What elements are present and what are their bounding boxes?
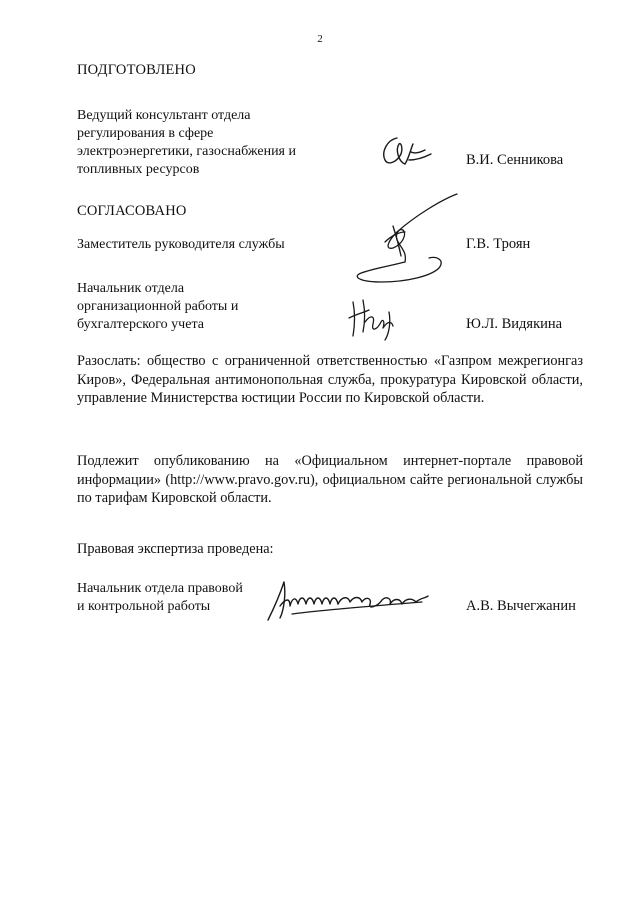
signature-vidyakina [345, 292, 405, 342]
prepared-position [77, 107, 296, 179]
signature-vychegzhanin [262, 576, 432, 626]
position-line: бухгалтерского учета [77, 317, 204, 332]
position-line: топливных ресурсов [77, 162, 200, 177]
position-line: Начальник отдела правовой [77, 581, 243, 596]
publication-paragraph [77, 452, 583, 508]
agreed-signer-1-name: Г.В. Троян [466, 236, 531, 252]
position-line: электроэнергетики, газоснабжения и [77, 144, 296, 159]
position-line: регулирования в сфере [77, 126, 214, 141]
legal-review-position [77, 580, 243, 616]
signature-troyan [345, 186, 470, 286]
legal-review-statement: Правовая экспертиза проведена: [77, 541, 274, 557]
signature-sennikova [375, 130, 445, 175]
prepared-name: В.И. Сенникова [466, 152, 564, 168]
distribution-paragraph [77, 352, 583, 408]
legal-review-name: А.В. Вычегжанин [466, 598, 576, 614]
agreed-signer-1-position [77, 236, 285, 254]
agreed-signer-2-position [77, 280, 238, 334]
position-line: организационной работы и [77, 299, 239, 314]
position-line: Начальник отдела [77, 281, 185, 296]
agreed-signer-2-name: Ю.Л. Видякина [466, 316, 563, 332]
position-line: Ведущий консультант отдела [77, 108, 251, 123]
position-line: и контрольной работы [77, 599, 211, 614]
publication-text: Подлежит опубликованию на «Официальном интернет-портале правовой информации» (http://www.pravo.gov.ru), официальном сайте региональной службы по тарифам Кировской области. [77, 453, 583, 506]
page-number: 2 [317, 33, 323, 45]
prepared-heading: ПОДГОТОВЛЕНО [77, 62, 196, 78]
position-line: Заместитель руководителя службы [77, 237, 285, 252]
distribution-text: Разослать: общество с ограниченной ответственностью «Газпром межрегионгаз Киров», Федеральная антимонопольная служба, прокуратура Кировской области, управление Министерства юстиции России по Кировской области. [77, 353, 583, 406]
agreed-heading: СОГЛАСОВАНО [77, 203, 187, 219]
